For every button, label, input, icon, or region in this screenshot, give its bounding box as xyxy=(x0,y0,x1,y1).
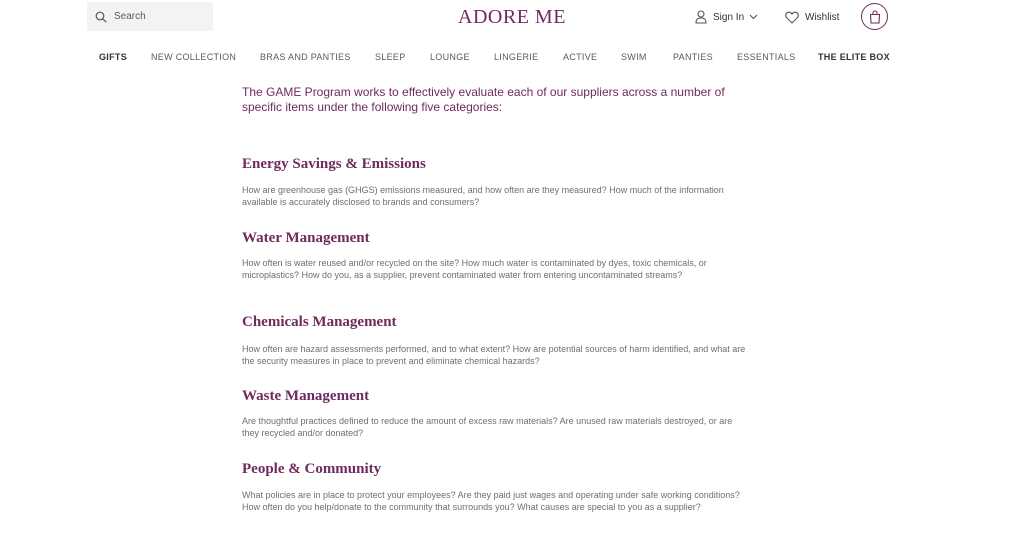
shopping-bag-icon xyxy=(869,10,881,24)
nav-item-lounge[interactable]: LOUNGE xyxy=(430,52,470,62)
chevron-down-icon xyxy=(749,14,758,20)
nav-item-swim[interactable]: SWIM xyxy=(621,52,647,62)
site-logo[interactable]: ADORE ME xyxy=(458,6,566,28)
nav-item-active[interactable]: ACTIVE xyxy=(563,52,598,62)
search-input[interactable] xyxy=(114,11,204,22)
user-icon xyxy=(695,10,707,24)
nav-item-panties[interactable]: PANTIES xyxy=(673,52,713,62)
section-body-energy: How are greenhouse gas (GHGS) emissions measured, and how often are they measured? How much of the information available is accurately disclosed to brands and consumers? xyxy=(242,185,724,207)
section-body-chemicals: How often are hazard assessments performed, and to what extent? How are potential sources of harm identified, and what are the security measures in place to prevent and eliminate chemical hazards? xyxy=(242,344,746,366)
heart-icon xyxy=(785,11,799,24)
nav-item-new-collection[interactable]: NEW COLLECTION xyxy=(151,52,237,62)
cart-button[interactable] xyxy=(861,3,888,30)
nav-item-bras-and-panties[interactable]: BRAS AND PANTIES xyxy=(260,52,351,62)
section-title-energy: Energy Savings & Emissions xyxy=(242,156,426,172)
nav-item-sleep[interactable]: SLEEP xyxy=(375,52,406,62)
section-body-water: How often is water reused and/or recycled on the site? How much water is contaminated by dyes, toxic chemicals, or microplastics? How do you, as a supplier, prevent contaminated water from entering uncontaminated streams? xyxy=(242,258,707,280)
main-nav xyxy=(0,50,1024,66)
wishlist-button[interactable] xyxy=(785,8,839,26)
intro-text: The GAME Program works to effectively evaluate each of our suppliers across a number of specific items under the following five categories: xyxy=(242,85,725,114)
section-body-waste: Are thoughtful practices defined to reduce the amount of excess raw materials? Are unused raw materials destroyed, or are they recycled and/or donated? xyxy=(242,416,733,438)
section-title-people: People & Community xyxy=(242,461,382,477)
sign-in-button[interactable] xyxy=(695,8,758,26)
sign-in-label: Sign In xyxy=(713,11,745,23)
search-box[interactable] xyxy=(87,2,213,31)
section-title-chemicals: Chemicals Management xyxy=(242,314,397,330)
nav-item-essentials[interactable]: ESSENTIALS xyxy=(737,52,796,62)
nav-item-lingerie[interactable]: LINGERIE xyxy=(494,52,539,62)
wishlist-label: Wishlist xyxy=(805,11,840,23)
section-title-water: Water Management xyxy=(242,230,370,246)
search-icon xyxy=(95,11,107,23)
section-title-waste: Waste Management xyxy=(242,388,370,404)
section-body-people: What policies are in place to protect your employees? Are they paid just wages and operating under safe working conditions? How often do you help/donate to the community that surrounds you? What causes are special to you as a supplier? xyxy=(242,490,740,512)
nav-item-the-elite-box[interactable]: THE ELITE BOX xyxy=(818,52,890,62)
nav-item-gifts[interactable]: GIFTS xyxy=(99,52,127,62)
